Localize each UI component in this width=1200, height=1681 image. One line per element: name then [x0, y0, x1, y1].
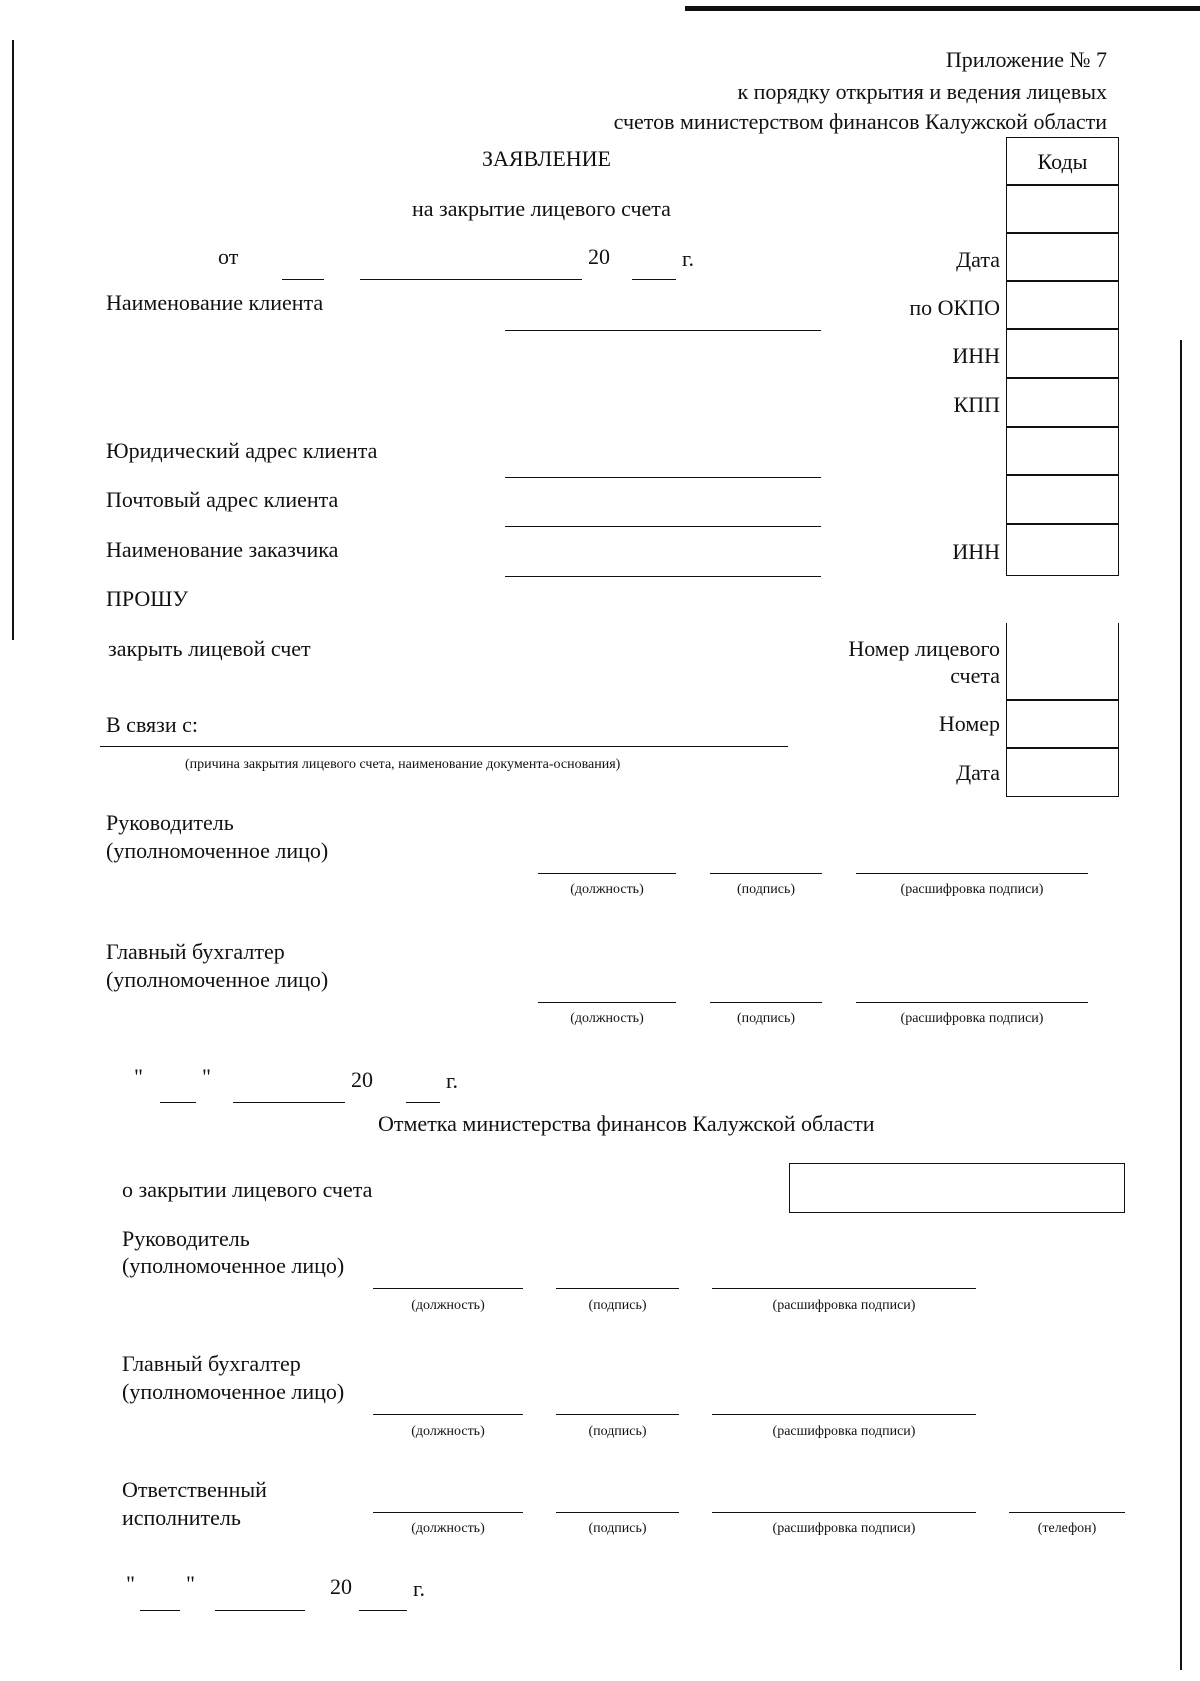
- sign-date-day-field[interactable]: [160, 1102, 196, 1103]
- head-decoding-caption: (расшифровка подписи): [900, 882, 1044, 897]
- ministry-date-month-field[interactable]: [215, 1610, 305, 1611]
- ministry-date-quote-open: ": [126, 1571, 135, 1596]
- ministry-date-year-prefix: 20: [330, 1574, 352, 1599]
- ministry-head-signature-field[interactable]: [556, 1288, 679, 1289]
- ministry-head-decoding-caption: (расшифровка подписи): [772, 1298, 916, 1313]
- date-prefix: от: [218, 244, 239, 269]
- date-suffix: г.: [682, 246, 695, 271]
- head-label-2: (уполномоченное лицо): [106, 838, 329, 863]
- right-margin-line: [1180, 340, 1182, 1670]
- codes-header: Коды: [1037, 149, 1088, 174]
- accountant-signature-field[interactable]: [710, 1002, 822, 1003]
- ministry-date-suffix: г.: [413, 1576, 426, 1601]
- basis-date-label: Дата: [956, 760, 1000, 785]
- basis-number-label: Номер: [938, 711, 1000, 736]
- page-subtitle: на закрытие лицевого счета: [412, 196, 671, 221]
- ministry-head-decoding-field[interactable]: [712, 1288, 976, 1289]
- closing-note-box[interactable]: [789, 1163, 1125, 1213]
- ministry-head-position-caption: (должность): [411, 1298, 485, 1313]
- legal-address-label: Юридический адрес клиента: [106, 438, 378, 463]
- client-name-field[interactable]: [505, 330, 821, 331]
- postal-address-field[interactable]: [505, 526, 821, 527]
- codes-cell-1[interactable]: [1006, 184, 1119, 234]
- ministry-accountant-signature-caption: (подпись): [588, 1424, 647, 1439]
- reason-caption: (причина закрытия лицевого счета, наименование документа-основания): [185, 757, 621, 772]
- client-name-label: Наименование клиента: [106, 290, 324, 315]
- accountant-label-1: Главный бухгалтер: [106, 939, 285, 964]
- basis-number-cell[interactable]: [1006, 699, 1119, 749]
- postal-address-label: Почтовый адрес клиента: [106, 487, 339, 512]
- responsible-decoding-field[interactable]: [712, 1512, 976, 1513]
- ministry-accountant-decoding-caption: (расшифровка подписи): [772, 1424, 916, 1439]
- closing-note-label: о закрытии лицевого счета: [122, 1177, 373, 1202]
- responsible-position-caption: (должность): [411, 1521, 485, 1536]
- ministry-head-label-2: (уполномоченное лицо): [122, 1253, 345, 1278]
- accountant-position-caption: (должность): [570, 1011, 644, 1026]
- ministry-mark-title: Отметка министерства финансов Калужской области: [378, 1111, 875, 1136]
- ministry-head-label-1: Руководитель: [122, 1226, 250, 1251]
- request-heading: ПРОШУ: [106, 586, 189, 611]
- sign-date-month-field[interactable]: [233, 1102, 345, 1103]
- ministry-accountant-label-2: (уполномоченное лицо): [122, 1379, 345, 1404]
- head-position-field[interactable]: [538, 873, 676, 874]
- reason-label: В связи с:: [106, 712, 198, 737]
- codes-label-inn: ИНН: [952, 343, 1000, 368]
- account-number-label-1: Номер лицевого: [848, 636, 1000, 661]
- codes-label-okpo: по ОКПО: [909, 295, 1000, 320]
- customer-name-field[interactable]: [505, 576, 821, 577]
- head-decoding-field[interactable]: [856, 873, 1088, 874]
- top-border-line: [685, 6, 1200, 11]
- ministry-head-position-field[interactable]: [373, 1288, 523, 1289]
- appendix-description-2: счетов министерством финансов Калужской области: [613, 109, 1107, 134]
- accountant-label-2: (уполномоченное лицо): [106, 967, 329, 992]
- reason-field[interactable]: [100, 746, 788, 747]
- responsible-decoding-caption: (расшифровка подписи): [772, 1521, 916, 1536]
- sign-date-year-prefix: 20: [351, 1067, 373, 1092]
- page-title: ЗАЯВЛЕНИЕ: [482, 146, 611, 171]
- date-day-field[interactable]: [282, 279, 324, 280]
- date-year-prefix: 20: [588, 244, 610, 269]
- ministry-date-quote-close: ": [186, 1571, 195, 1596]
- customer-name-label: Наименование заказчика: [106, 537, 339, 562]
- head-label-1: Руководитель: [106, 810, 234, 835]
- codes-label-kpp: КПП: [953, 392, 1000, 417]
- close-account-label: закрыть лицевой счет: [108, 636, 311, 661]
- codes-header-cell: [1006, 137, 1119, 186]
- account-number-cell[interactable]: [1006, 623, 1119, 701]
- sign-date-year-field[interactable]: [406, 1102, 440, 1103]
- ministry-date-year-field[interactable]: [359, 1610, 407, 1611]
- codes-cell-kpp[interactable]: [1006, 378, 1119, 428]
- accountant-signature-caption: (подпись): [736, 1011, 796, 1026]
- responsible-signature-field[interactable]: [556, 1512, 679, 1513]
- head-signature-caption: (подпись): [736, 882, 796, 897]
- appendix-number: Приложение № 7: [945, 47, 1107, 72]
- responsible-label-1: Ответственный: [122, 1477, 267, 1502]
- codes-cell-date[interactable]: [1006, 232, 1119, 282]
- codes-cell-customer-inn[interactable]: [1006, 524, 1119, 576]
- sign-date-quote-open: ": [134, 1064, 143, 1089]
- responsible-label-2: исполнитель: [122, 1505, 241, 1530]
- codes-label-customer-inn: ИНН: [952, 539, 1000, 564]
- basis-date-cell[interactable]: [1006, 747, 1119, 797]
- legal-address-field[interactable]: [505, 477, 821, 478]
- accountant-position-field[interactable]: [538, 1002, 676, 1003]
- ministry-accountant-label-1: Главный бухгалтер: [122, 1351, 301, 1376]
- codes-label-date: Дата: [956, 247, 1000, 272]
- ministry-accountant-position-field[interactable]: [373, 1414, 523, 1415]
- ministry-accountant-position-caption: (должность): [411, 1424, 485, 1439]
- ministry-accountant-signature-field[interactable]: [556, 1414, 679, 1415]
- accountant-decoding-field[interactable]: [856, 1002, 1088, 1003]
- left-margin-line: [12, 40, 14, 640]
- responsible-phone-caption: (телефон): [1037, 1521, 1097, 1536]
- codes-cell-7[interactable]: [1006, 474, 1119, 524]
- ministry-head-signature-caption: (подпись): [588, 1298, 647, 1313]
- accountant-decoding-caption: (расшифровка подписи): [900, 1011, 1044, 1026]
- responsible-phone-field[interactable]: [1009, 1512, 1125, 1513]
- responsible-position-field[interactable]: [373, 1512, 523, 1513]
- date-month-field[interactable]: [360, 279, 582, 280]
- appendix-description-1: к порядку открытия и ведения лицевых: [737, 79, 1107, 104]
- account-number-label-2: счета: [950, 663, 1000, 688]
- head-position-caption: (должность): [570, 882, 644, 897]
- codes-cell-okpo[interactable]: [1006, 280, 1119, 330]
- responsible-signature-caption: (подпись): [588, 1521, 647, 1536]
- date-year-field[interactable]: [632, 279, 676, 280]
- sign-date-suffix: г.: [446, 1068, 459, 1093]
- codes-cell-6[interactable]: [1006, 426, 1119, 476]
- codes-cell-inn[interactable]: [1006, 328, 1119, 378]
- sign-date-quote-close: ": [202, 1064, 211, 1089]
- head-signature-field[interactable]: [710, 873, 822, 874]
- ministry-accountant-decoding-field[interactable]: [712, 1414, 976, 1415]
- ministry-date-day-field[interactable]: [140, 1610, 180, 1611]
